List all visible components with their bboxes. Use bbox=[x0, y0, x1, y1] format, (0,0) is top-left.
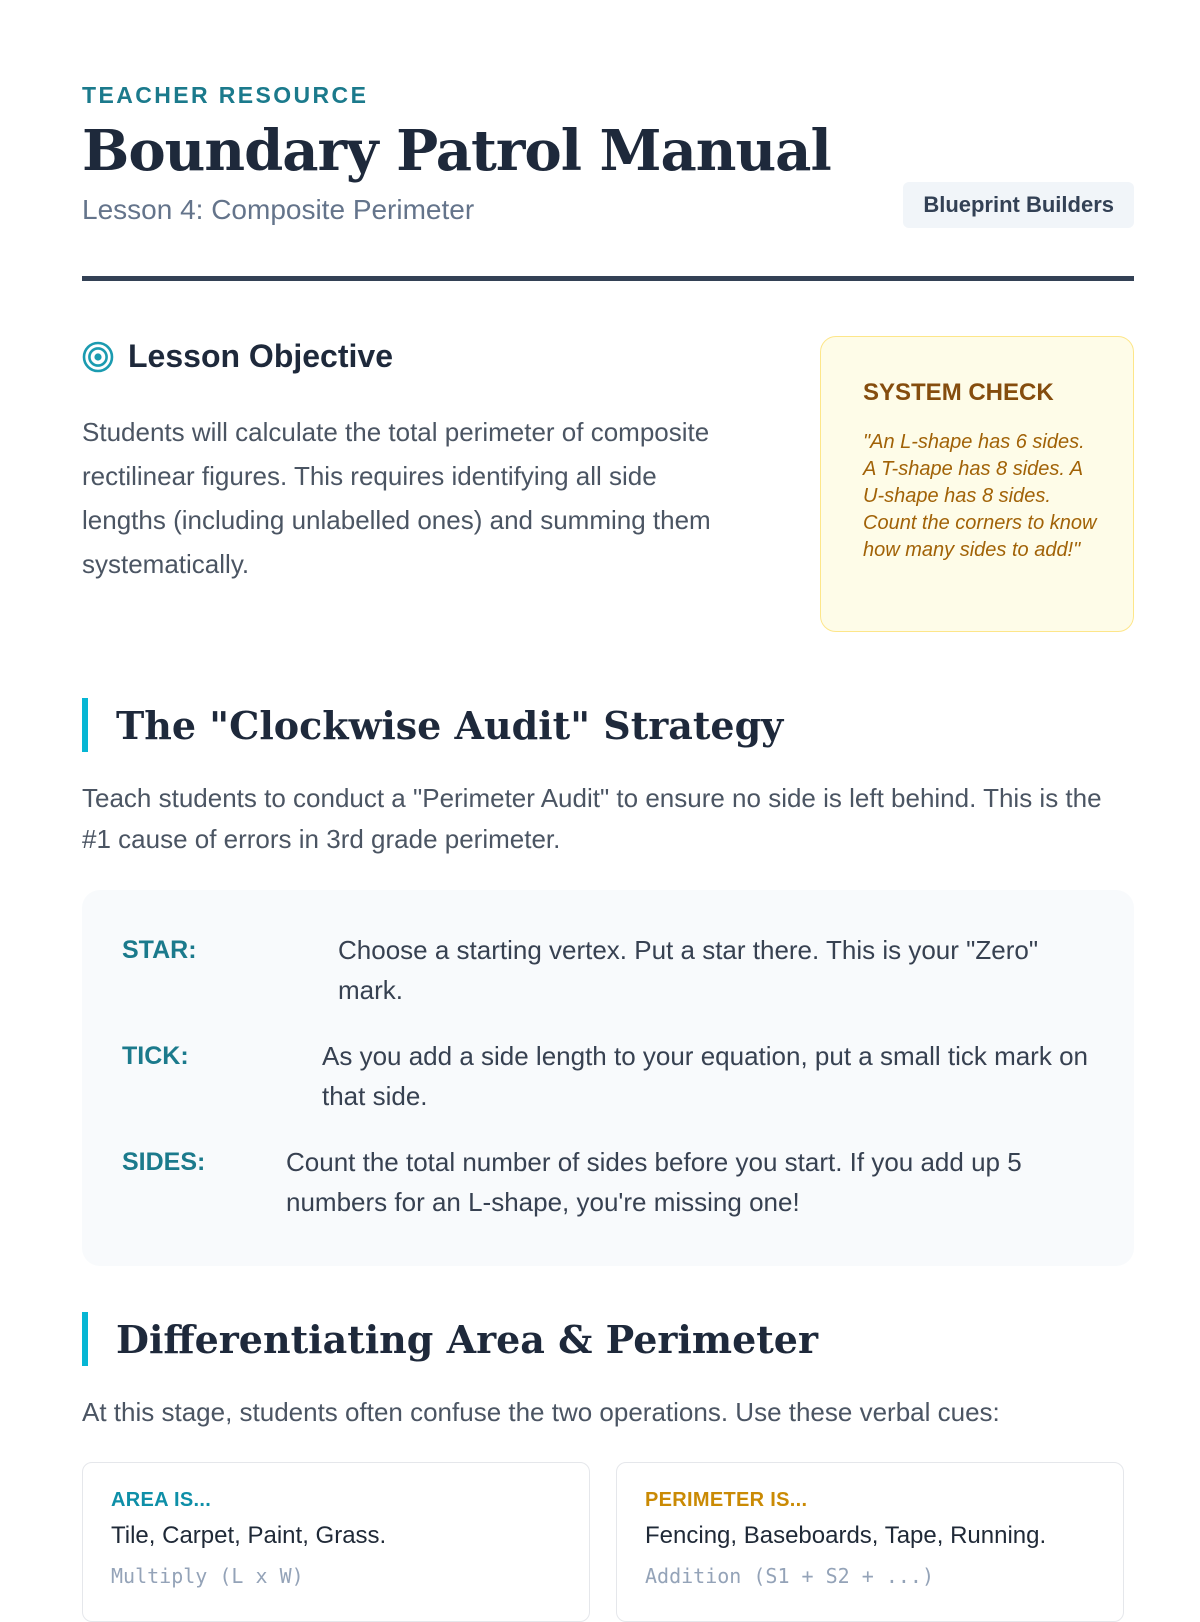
target-icon bbox=[82, 341, 114, 373]
step-text: Choose a starting vertex. Put a star there. This is your "Zero" mark. bbox=[338, 935, 1039, 1005]
series-badge: Blueprint Builders bbox=[903, 182, 1134, 228]
eyebrow-label: TEACHER RESOURCE bbox=[82, 82, 369, 108]
step-text: Count the total number of sides before you start. If you add up 5 numbers for an L-shape, you're missing one! bbox=[286, 1147, 1022, 1217]
system-check-title: SYSTEM CHECK bbox=[863, 379, 1054, 406]
step-label: STAR: bbox=[122, 936, 197, 964]
step-tick bbox=[122, 1036, 1094, 1116]
strategy-steps-box bbox=[82, 890, 1134, 1266]
objective-title: Lesson Objective bbox=[128, 338, 393, 374]
strategy-heading: The "Clockwise Audit" Strategy bbox=[82, 698, 783, 752]
card-items: Fencing, Baseboards, Tape, Running. bbox=[645, 1522, 1047, 1549]
card-items: Tile, Carpet, Paint, Grass. bbox=[111, 1522, 387, 1549]
differentiating-intro: At this stage, students often confuse the two operations. Use these verbal cues: bbox=[82, 1397, 1000, 1427]
card-label: PERIMETER IS... bbox=[645, 1489, 808, 1511]
perimeter-card bbox=[616, 1462, 1124, 1622]
step-text: As you add a side length to your equation, put a small tick mark on that side. bbox=[322, 1041, 1088, 1111]
page-subtitle: Lesson 4: Composite Perimeter bbox=[82, 194, 475, 225]
card-operation: Multiply (L x W) bbox=[111, 1564, 304, 1588]
page-title: Boundary Patrol Manual bbox=[82, 118, 831, 184]
strategy-intro: Teach students to conduct a "Perimeter Audit" to ensure no side is left behind. This is the #1 cause of errors in 3rd grade perimeter. bbox=[82, 783, 1102, 854]
step-label: SIDES: bbox=[122, 1148, 206, 1176]
header-divider bbox=[82, 276, 1134, 281]
objective-text: Students will calculate the total perimeter of composite rectilinear figures. This requires identifying all side lengths (including unlabelled ones) and summing them systematically. bbox=[82, 417, 711, 579]
area-card bbox=[82, 1462, 590, 1622]
system-check-quote: "An L-shape has 6 sides. A T-shape has 8 sides. A U-shape has 8 sides. Count the corners to know how many sides to add!" bbox=[863, 431, 1097, 561]
step-sides bbox=[122, 1142, 1094, 1222]
card-label: AREA IS... bbox=[111, 1489, 212, 1511]
objective-heading bbox=[82, 338, 393, 375]
system-check-callout bbox=[820, 336, 1134, 632]
differentiating-heading: Differentiating Area & Perimeter bbox=[82, 1312, 818, 1366]
step-star bbox=[122, 930, 1094, 1010]
card-operation: Addition (S1 + S2 + ...) bbox=[645, 1564, 934, 1588]
step-label: TICK: bbox=[122, 1042, 189, 1070]
